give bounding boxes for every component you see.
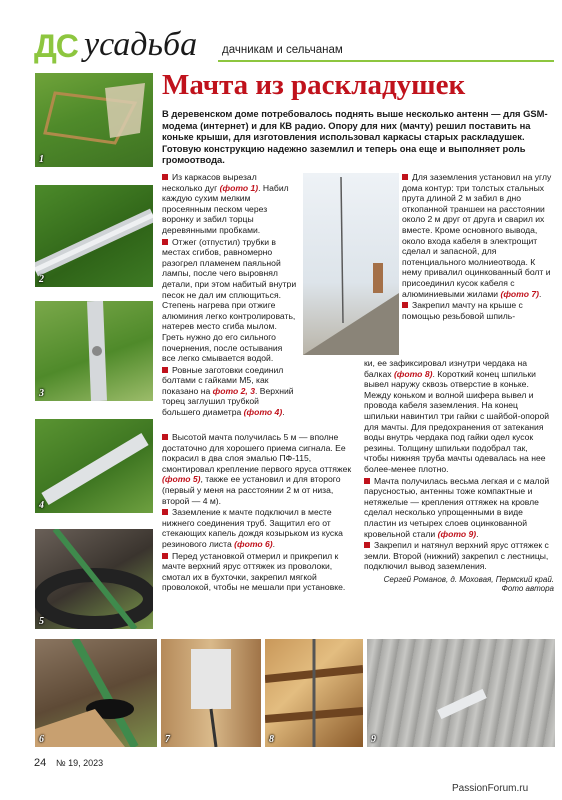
paragraph: Высотой мачта получилась 5 м — вполне достаточно для хорошего приема сигнала. Ее покрасил в два слоя эмалью ПФ-115, смонтировал крепление первого яруса оттяжек (фото 5), также ее установил и для второго (первый у меня на расстоянии 2 м от низа, второй — 4 м). bbox=[162, 432, 352, 506]
bullet-square-icon bbox=[162, 553, 168, 559]
magazine-header bbox=[34, 28, 554, 68]
paragraph: ки, ее зафиксировал изнутри чердака на балках (фото 8). Короткий конец шпильки вывел наружу сквозь отверстие в коньке. Между коньком и волной шифера вывел и провода кабеля заземления. На конец шпильки навинтил три гайки с шайбой-опорой для мачты. Для предохранения от затекания воды внутрь чердака под гайки одел кусок резины. Толщину шпильки подобрал так, чтобы нижняя труба мачты одевалась на нее более-менее плотно. bbox=[364, 358, 550, 474]
photo-number: 7 bbox=[165, 734, 170, 745]
bullet-square-icon bbox=[162, 509, 168, 515]
paragraph: Закрепил и натянул верхний ярус оттяжек с земли. Второй (нижний) закрепил с лестницы, подключил вывод заземления. bbox=[364, 540, 549, 572]
author-signature: Сергей Романов, д. Моховая, Пермский край. bbox=[383, 574, 554, 584]
beam-illustration bbox=[265, 639, 363, 747]
roof-plate-illustration bbox=[367, 639, 555, 747]
photo-number: 9 bbox=[371, 734, 376, 745]
article-column-2-top bbox=[402, 172, 554, 322]
mast-illustration bbox=[303, 173, 399, 355]
logo-word: усадьба bbox=[84, 26, 198, 63]
paragraph: Из каркасов вырезал несколько дуг (фото 1). Набил каждую сухим мелким просеянным песком через воронку и забил торцы деревянными пробками. bbox=[162, 172, 289, 235]
paragraph: Мачта получилась весьма легкая и с малой парусностью, антенны тоже компактные и нетяжелые — крепления оттяжек на кровле сделал несколько упрощенными в виде пластин из четырех слоев оцинкованной кровельной стали (фото 9). bbox=[364, 475, 550, 539]
photo-4 bbox=[34, 418, 154, 514]
photo-number: 4 bbox=[39, 500, 44, 511]
bullet-square-icon bbox=[402, 174, 408, 180]
ground-cable-illustration bbox=[161, 639, 261, 747]
bullet-square-icon bbox=[402, 302, 408, 308]
article-column-2-lower bbox=[364, 358, 554, 593]
bullet-square-icon bbox=[162, 434, 168, 440]
article-title: Мачта из раскладушек bbox=[162, 69, 466, 101]
bullet-square-icon bbox=[162, 239, 168, 245]
page-number: 24 bbox=[34, 757, 47, 769]
bullet-square-icon bbox=[162, 367, 168, 373]
paragraph: Закрепил мачту на крыше с помощью резьбовой шпиль- bbox=[402, 300, 523, 321]
bullet-square-icon bbox=[364, 542, 370, 548]
article-column-1-lower bbox=[162, 432, 360, 594]
rubber-cap-illustration bbox=[35, 639, 157, 747]
photo-number: 5 bbox=[39, 616, 44, 627]
photo-2 bbox=[34, 184, 154, 288]
header-rule bbox=[218, 60, 554, 62]
mast-photo bbox=[302, 172, 400, 356]
photo-number: 3 bbox=[39, 388, 44, 399]
photo-number: 6 bbox=[39, 734, 44, 745]
logo-ds: ДС bbox=[34, 28, 78, 64]
photo-7 bbox=[160, 638, 262, 748]
photo-8 bbox=[264, 638, 364, 748]
photo-9 bbox=[366, 638, 556, 748]
cap-tube-illustration bbox=[35, 419, 153, 513]
photo-credit: Фото автора bbox=[501, 583, 554, 593]
tire-illustration bbox=[35, 529, 153, 629]
watermark: PassionForum.ru bbox=[452, 783, 529, 794]
paragraph: Заземление к мачте подключил в месте нижнего соединения труб. Защитил его от стекающих капель дождя козырьком из куска резинового листа (фото 6). bbox=[162, 507, 343, 549]
photo-number: 8 bbox=[269, 734, 274, 745]
header-tagline: дачникам и сельчанам bbox=[222, 44, 343, 56]
photo-3 bbox=[34, 300, 154, 402]
bullet-square-icon bbox=[162, 174, 168, 180]
issue-number: № 19, 2023 bbox=[56, 758, 104, 768]
paragraph: Перед установкой отмерил и прикрепил к мачте верхний ярус оттяжек из проволоки, смотал их в бухточки, закрепил мягкой проволокой, чтобы не мешали при установке. bbox=[162, 550, 346, 593]
cot-frame-illustration bbox=[35, 73, 153, 167]
bolt-illustration bbox=[35, 301, 153, 401]
photo-number: 2 bbox=[39, 274, 44, 285]
photo-6 bbox=[34, 638, 158, 748]
paragraph: Для заземления установил на углу дома контур: три толстых стальных прута длиной 2 м забил в дно откопанной траншеи на расстоянии около 2 м друг от друга и сварил их вместе. Кроме основного вывода, около входа кабеля в электрощит сделал и запасной, для потенциального молниеотвода. К нему привалил оцинкованный болт и присоединил кусок кабеля с алюминиевыми жилами (фото 7). bbox=[402, 172, 552, 299]
photo-1 bbox=[34, 72, 154, 168]
article-column-1 bbox=[162, 172, 298, 419]
photo-5 bbox=[34, 528, 154, 630]
tube-illustration bbox=[35, 185, 153, 287]
paragraph: Отжег (отпустил) трубки в местах сгибов, равномерно разогрел пламенем паяльной лампы, после чего выровнял детали, при этом набитый внутри песок не дал им сплющиться. Степень нагрева при отжиге алюминия легко контролировать, натерев место сгиба мылом. Греть нужно до его сильного почернения, после остывания все легко смывается водой. bbox=[162, 236, 297, 364]
photo-number: 1 bbox=[39, 154, 44, 165]
article-lead: В деревенском доме потребовалось поднять выше несколько антенн — для GSM-модема (интернет) и для КВ радио. Опору для них (мачту) решил поставить на коньке крыши, для изготовления использовал каркасы старых раскладушек. Готовую конструкцию надежно заземлил и теперь она еще и выполняет роль громоотвода. bbox=[162, 108, 548, 166]
paragraph: Ровные заготовки соединил болтами с гайками М5, как показано на фото 2, 3. Верхний торец заглушил трубкой большего диаметра (фото 4). bbox=[162, 364, 294, 418]
bullet-square-icon bbox=[364, 478, 370, 484]
